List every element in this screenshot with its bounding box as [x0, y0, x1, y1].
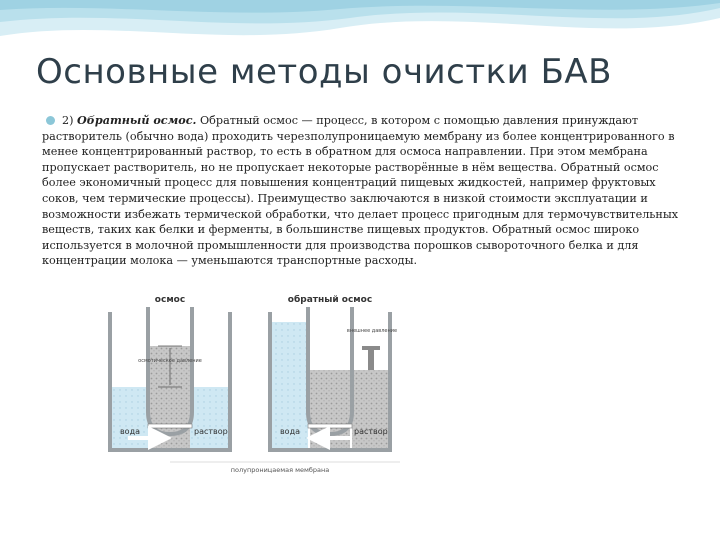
osmosis-beaker — [110, 295, 230, 450]
slide-title: Основные методы очистки БАВ — [36, 52, 612, 92]
reverse-osmosis-title: обратный осмос — [287, 295, 373, 305]
solution-label-left: раствор — [194, 427, 228, 436]
term-heading: Обратный осмос. — [77, 113, 197, 127]
reverse-osmosis-beaker — [270, 294, 397, 450]
membrane-caption: полупроницаемая мембрана — [230, 466, 330, 474]
bullet-icon — [46, 116, 55, 125]
solution-label-right: раствор — [354, 427, 388, 436]
water-label-right: вода — [279, 427, 301, 436]
external-pressure-label: внешнее давление — [346, 328, 398, 334]
decorative-waves — [0, 0, 720, 60]
osmotic-pressure-label: осмотическое давление — [138, 358, 202, 364]
osmosis-diagram — [100, 292, 500, 477]
water-label-left: вода — [119, 427, 141, 436]
item-number: 2) — [62, 114, 74, 127]
osmosis-title: осмос — [154, 295, 186, 305]
body-paragraph — [42, 113, 682, 269]
body-text: Обратный осмос — процесс, в котором с помощью давления принуждают растворитель (обычно вода) проходить черезполупроницаемую мембрану из более концентрированного в менее концентрированный раствор, то есть в обратном для осмоса направлении. При этом мембрана пропускает растворитель, но не пропускает некоторые растворённые в нём вещества. Обратный осмос более экономичный процесс для повышения концентраций пищевых жидкостей, например фруктовых соков, чем термические процессы). Преимущество заключаются в низкой стоимости эксплуатации и возможности избежать термической обработки, что делает процесс пригодным для термочувствительных веществ, таких как белки и ферменты, в большинстве пищевых продуктов. Обратный осмос широко используется в молочной промышленности для производства порошков сывороточного белка и для концентрации молока — уменьшаются транспортные расходы. — [42, 114, 679, 268]
